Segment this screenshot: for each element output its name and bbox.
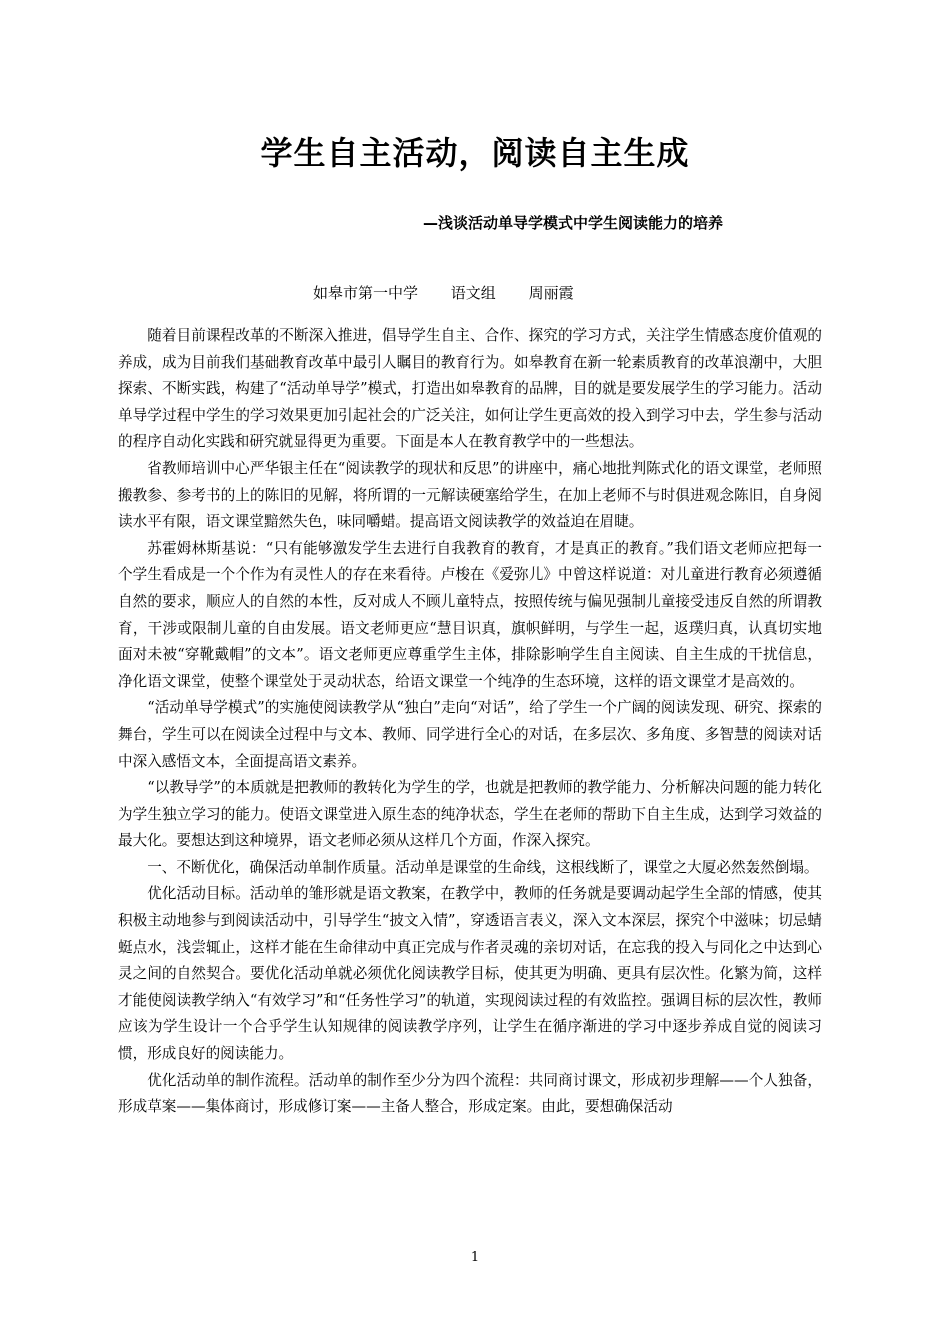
author-group: 语文组 [450,284,496,302]
paragraph-intro: 随着目前课程改革的不断深入推进，倡导学生自主、合作、探究的学习方式，关注学生情感态度价值观的养成，成为目前我们基础教育改革中最引人瞩目的教育行为。如皋教育在新一轮素质教育的改革浪潮中，大胆探索、不断实践，构建了“活动单导学”模式，打造出如皋教育的品牌，目的就是要发展学生的学习能力。活动单导学过程中学生的学习效果更加引起社会的广泛关注，如何让学生更高效的投入到学习中去，学生参与活动的程序自动化实践和研究就显得更为重要。下面是本人在教育教学中的一些想法。 [118,327,822,451]
page-number: 1 [470,1250,480,1265]
paragraph-suhomlinsky: 苏霍姆林斯基说：“只有能够激发学生去进行自我教育的教育，才是真正的教育。”我们语文老师应把每一个学生看成是一个个作为有灵性人的存在来看待。卢梭在《爱弥儿》中曾这样说道：对儿童进行教育必须遵循自然的要求，顺应人的自然的本性，反对成人不顾儿童特点，按照传统与偏见强制儿童接受违反自然的所谓教育，干涉或限制儿童的自由发展。语文老师更应“慧目识真，旗帜鲜明，与学生一起，返璞归真，认真切实地面对未被“穿靴戴帽”的文本”。语文老师更应尊重学生主体，排除影响学生自主阅读、自主生成的干扰信息，净化语文课堂，使整个课堂处于灵动状态，给语文课堂一个纯净的生态环境，这样的语文课堂才是高效的。 [118,539,822,690]
paragraph-section-one: 一、不断优化，确保活动单制作质量。活动单是课堂的生命线，这根线断了，课堂之大厦必然轰然倒塌。 [147,858,819,876]
paragraph-activity-mode: “活动单导学模式”的实施使阅读教学从“独白”走向“对话”，给了学生一个广阔的阅读发现、研究、探索的舞台，学生可以在阅读全过程中与文本、教师、同学进行全心的对话，在多层次、多角度、多智慧的阅读对话中深入感悟文本，全面提高语文素养。 [118,699,822,770]
document-subtitle: —浅谈活动单导学模式中学生阅读能力的培养 [423,214,724,232]
author-line [313,282,574,303]
paragraph-training-center: 省教师培训中心严华银主任在“阅读教学的现状和反思”的讲座中，痛心地批判陈式化的语文课堂，老师照搬教参、参考书的上的陈旧的见解，将所谓的一元解读硬塞给学生，在加上老师不与时俱进观念陈旧，自身阅读水平有限，语文课堂黯然失色，味同嚼蜡。提高语文阅读教学的效益迫在眉睫。 [118,459,822,531]
document-title: 学生自主活动，阅读自主生成 [260,134,690,172]
author-school: 如皋市第一中学 [313,284,419,302]
paragraph-optimize-goals: 优化活动目标。活动单的雏形就是语文教案，在教学中，教师的任务就是要调动起学生全部的情感，使其积极主动地参与到阅读活动中，引导学生“披文入情”，穿透语言表义，深入文本深层，探究个中滋味；切忌蜻蜓点水，浅尝辄止，这样才能在生命律动中真正完成与作者灵魂的亲切对话，在忘我的投入与同化之中达到心灵之间的自然契合。要优化活动单就必须优化阅读教学目标，使其更为明确、更具有层次性。化繁为简，这样才能使阅读教学纳入“有效学习”和“任务性学习”的轨道，实现阅读过程的有效监控。强调目标的层次性，教师应该为学生设计一个合乎学生认知规律的阅读教学序列，让学生在循序渐进的学习中逐步养成自觉的阅读习惯，形成良好的阅读能力。 [118,885,822,1063]
paragraph-teaching-guide: “以教导学”的本质就是把教师的教转化为学生的学，也就是把教师的教学能力、分析解决问题的能力转化为学生独立学习的能力。使语文课堂进入原生态的纯净状态，学生在老师的帮助下自主生成，达到学习效益的最大化。要想达到这种境界，语文老师必须从这样几个方面，作深入探究。 [118,779,822,850]
body-text [118,323,822,1121]
paragraph-optimize-process: 优化活动单的制作流程。活动单的制作至少分为四个流程：共同商讨课文，形成初步理解——个人独备，形成草案——集体商讨，形成修订案——主备人整合，形成定案。由此，要想确保活动 [118,1071,822,1116]
author-name: 周丽霞 [528,284,574,302]
